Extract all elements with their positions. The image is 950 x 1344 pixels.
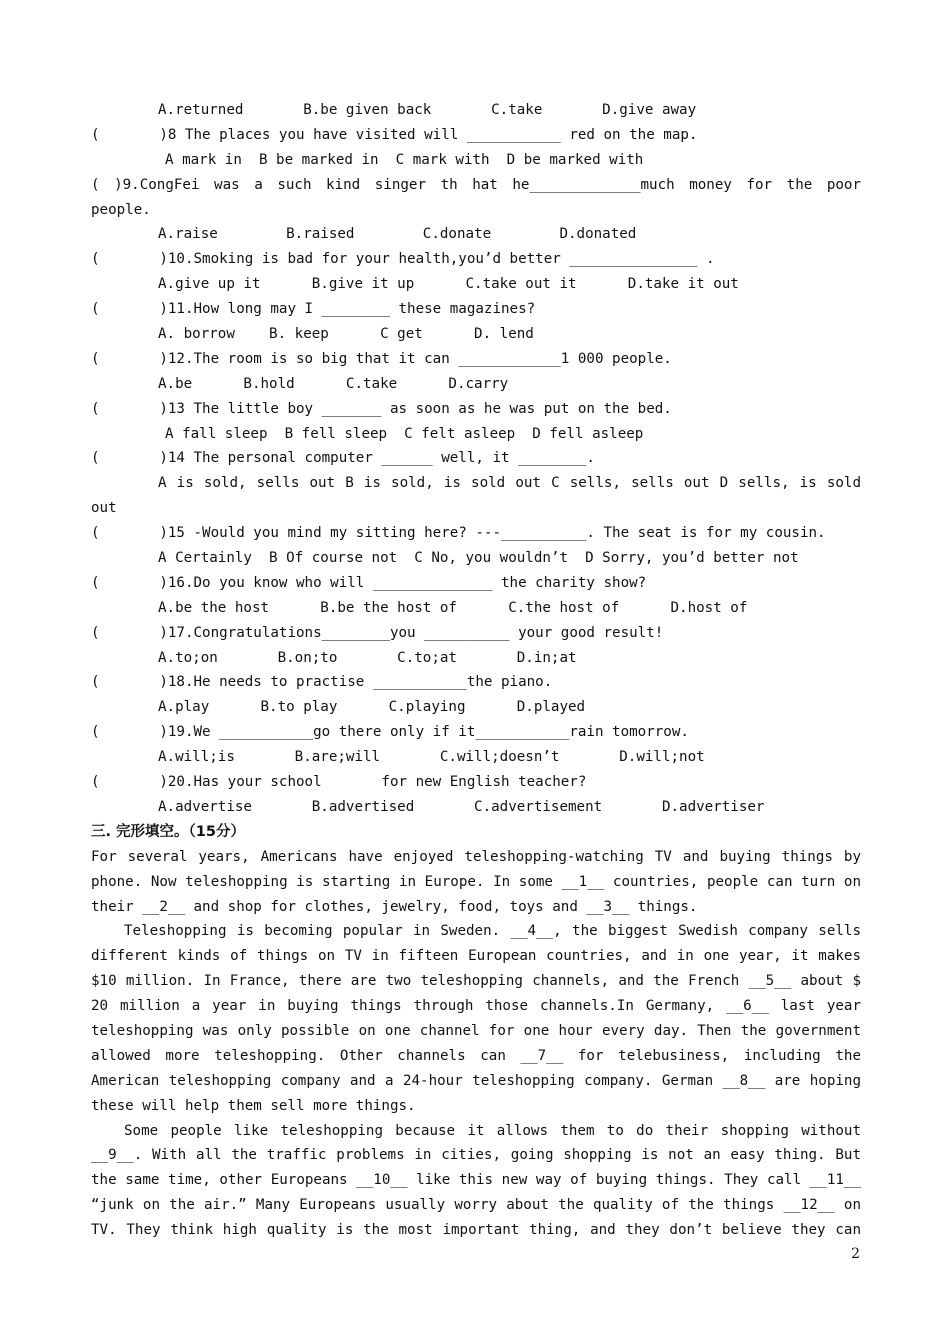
passage-line: different kinds of things on TV in fifteen European countries, and in one year, it makes <box>91 948 861 965</box>
question-16: ( )16.Do you know who will ______________ the charity show? <box>91 574 647 591</box>
options-q15: A Certainly B Of course not C No, you wouldn’t D Sorry, you’d better not <box>158 550 799 567</box>
question-13: ( )13 The little boy _______ as soon as he was put on the bed. <box>91 400 672 417</box>
passage-line: “junk on the air.” Many Europeans usually worry about the quality of the things __12__ on <box>91 1197 861 1214</box>
options-q11: A. borrow B. keep C get D. lend <box>158 326 534 343</box>
passage-line: their __2__ and shop for clothes, jewelry, food, toys and __3__ things. <box>91 898 698 915</box>
passage-line: the same time, other Europeans __10__ like this new way of buying things. They call __11__ <box>91 1172 861 1189</box>
options-q13: A fall sleep B fell sleep C felt asleep D fell asleep <box>165 425 644 442</box>
passage-line: Some people like teleshopping because it allows them to do their shopping without <box>124 1122 861 1139</box>
question-10: ( )10.Smoking is bad for your health,you’d better _______________ . <box>91 251 715 268</box>
passage-line: __9__. With all the traffic problems in cities, going shopping is not an easy thing. But <box>91 1147 861 1164</box>
options-q12: A.be B.hold C.take D.carry <box>158 375 509 392</box>
question-9-cont: people. <box>91 201 151 218</box>
passage-line: American teleshopping company and a 24-hour teleshopping company. German __8__ are hoping <box>91 1072 861 1089</box>
question-9: ( )9.CongFei was a such kind singer th hat he_____________much money for the poor <box>91 176 861 193</box>
section-heading-cloze: 三. 完形填空。（15分） <box>91 823 245 840</box>
question-19: ( )19.We ___________go there only if it___________rain tomorrow. <box>91 724 689 741</box>
passage-line: these will help them sell more things. <box>91 1097 416 1114</box>
options-q9: A.raise B.raised C.donate D.donated <box>158 226 637 243</box>
options-q8: A mark in B be marked in C mark with D be marked with <box>165 151 644 168</box>
passage-line: $10 million. In France, there are two teleshopping channels, and the French __5__ about $ <box>91 973 861 990</box>
options-q14-cont: out <box>91 500 117 517</box>
question-20: ( )20.Has your school for new English teacher? <box>91 774 587 791</box>
passage-line: teleshopping was only possible on one channel for one hour every day. Then the government <box>91 1022 861 1039</box>
question-14: ( )14 The personal computer ______ well, it ________. <box>91 450 595 467</box>
question-17: ( )17.Congratulations________you __________ your good result! <box>91 624 664 641</box>
passage-line: For several years, Americans have enjoyed teleshopping-watching TV and buying things by <box>91 848 861 865</box>
page-number: 2 <box>851 1246 860 1262</box>
question-18: ( )18.He needs to practise ___________the piano. <box>91 674 553 691</box>
passage-line: 20 million a year in buying things through those channels.In Germany, __6__ last year <box>91 998 861 1015</box>
question-12: ( )12.The room is so big that it can ____________1 000 people. <box>91 350 672 367</box>
passage-line: allowed more teleshopping. Other channels can __7__ for telebusiness, including the <box>91 1047 861 1064</box>
options-q19: A.will;is B.are;will C.will;doesn’t D.will;not <box>158 749 705 766</box>
options-q18: A.play B.to play C.playing D.played <box>158 699 586 716</box>
options-q20: A.advertise B.advertised C.advertisement D.advertiser <box>158 798 765 815</box>
passage-line: TV. They think high quality is the most important thing, and they don’t believe they can <box>91 1222 861 1239</box>
page-content <box>91 98 861 1243</box>
options-q14: A is sold, sells out B is sold, is sold out C sells, sells out D sells, is sold <box>158 475 861 492</box>
passage-line: Teleshopping is becoming popular in Sweden. __4__, the biggest Swedish company sells <box>124 923 861 940</box>
question-11: ( )11.How long may I ________ these magazines? <box>91 301 536 318</box>
options-q10: A.give up it B.give it up C.take out it D.take it out <box>158 276 739 293</box>
passage-line: phone. Now teleshopping is starting in Europe. In some __1__ countries, people can turn on <box>91 873 861 890</box>
options-q16: A.be the host B.be the host of C.the host of D.host of <box>158 599 748 616</box>
options-q17: A.to;on B.on;to C.to;at D.in;at <box>158 649 577 666</box>
options-q7: A.returned B.be given back C.take D.give away <box>158 102 697 118</box>
question-15: ( )15 -Would you mind my sitting here? ---__________. The seat is for my cousin. <box>91 525 826 542</box>
question-8: ( )8 The places you have visited will ___________ red on the map. <box>91 126 698 143</box>
